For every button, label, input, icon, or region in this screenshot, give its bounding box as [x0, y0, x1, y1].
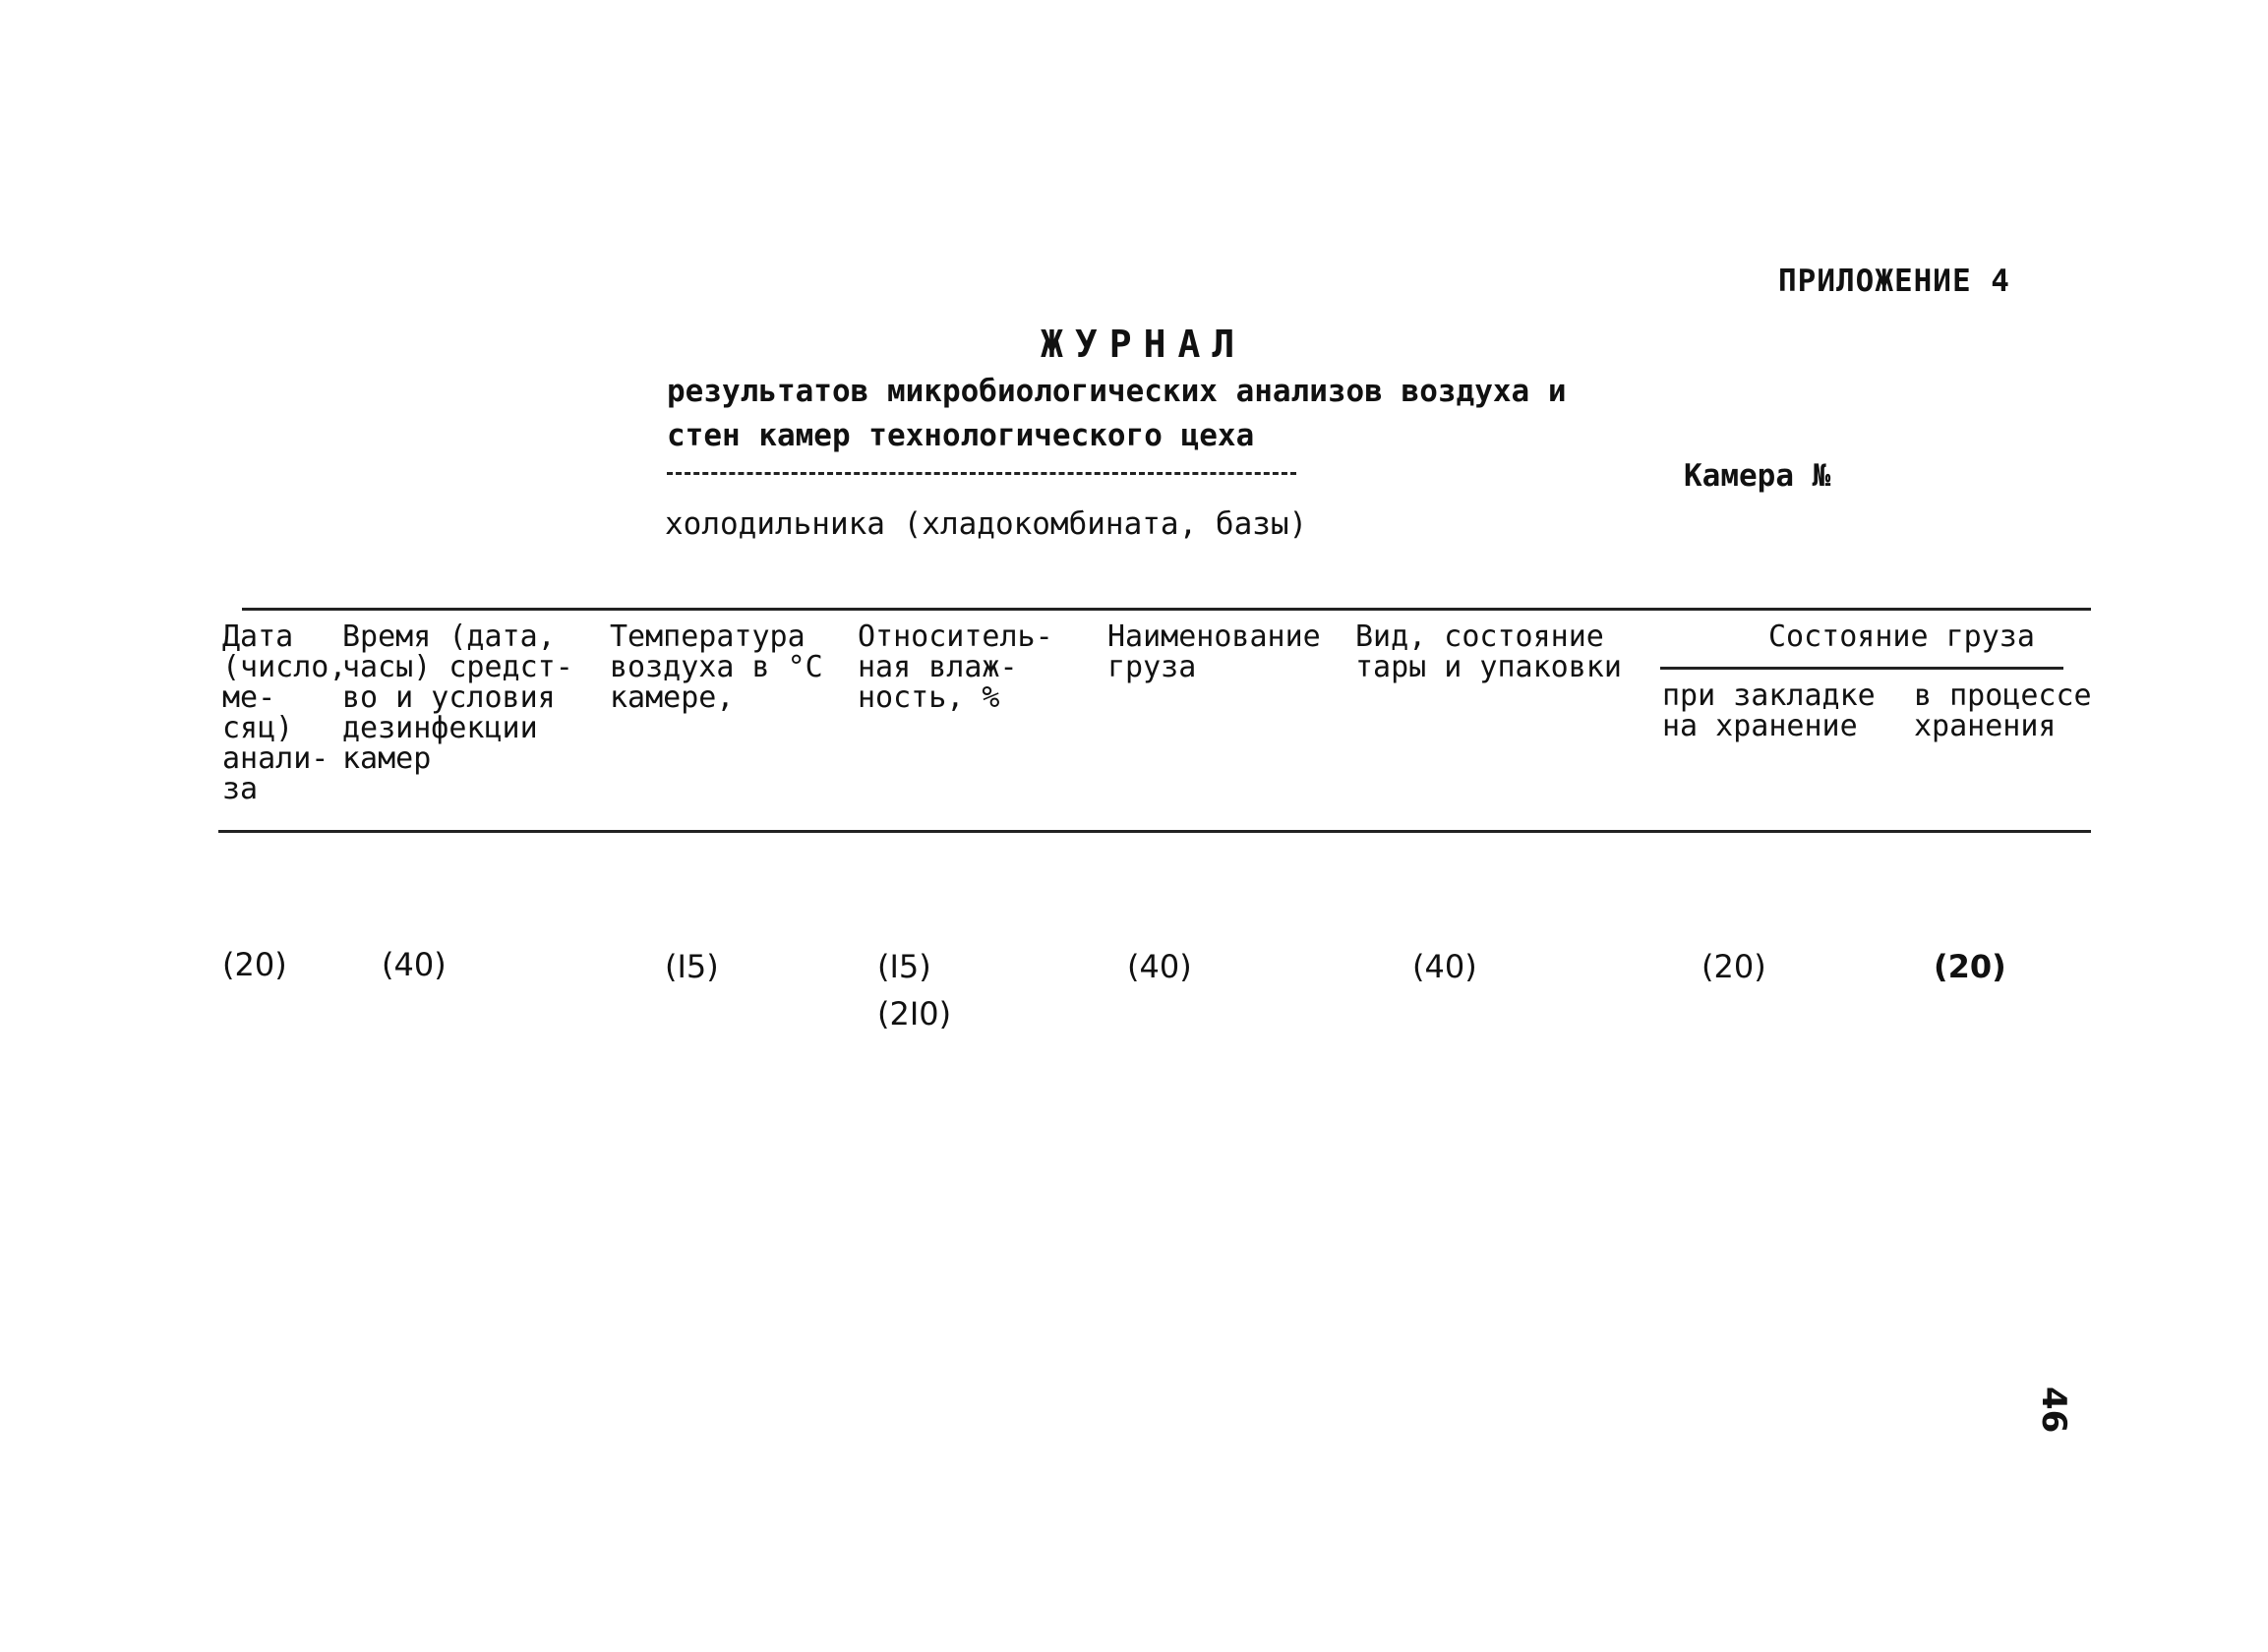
field-size-relative-humidity-extra: (2I0): [877, 995, 952, 1032]
column-header-during-storage: в процессе хранения: [1914, 678, 2092, 743]
column-header-packaging-state: Вид, состояние тары и упаковки: [1355, 620, 1622, 684]
field-size-packaging-state: (40): [1412, 948, 1477, 985]
column-header-relative-humidity: Относитель- ная влаж- ность, %: [858, 620, 1053, 715]
column-header-at-storage-start: при закладке на хранение: [1662, 678, 1876, 743]
journal-subtitle-line2: стен камер технологического цеха: [667, 418, 1255, 453]
journal-subtitle-line1: результатов микробиологических анализов воздуха и: [667, 374, 1567, 409]
column-header-cargo-name: Наименование груза: [1107, 620, 1321, 684]
field-size-during-storage: (20): [1934, 948, 2006, 985]
column-header-date: Дата (число, ме- сяц) анали- за: [222, 620, 347, 806]
blank-fill-line: [667, 472, 1296, 475]
column-header-air-temperature: Температура воздуха в °С камере,: [610, 620, 823, 715]
group-header-cargo-state: Состояние груза: [1768, 620, 2035, 654]
page-number: 46: [2034, 1386, 2073, 1434]
table-top-rule: [242, 608, 2091, 611]
fridge-line: холодильника (хладокомбината, базы): [665, 506, 1308, 542]
group-header-rule: [1660, 667, 2063, 670]
column-header-disinfection-time: Время (дата, часы) средст- во и условия дезинфекции камер: [342, 620, 573, 776]
field-size-relative-humidity: (I5): [877, 948, 931, 985]
journal-title: ЖУРНАЛ: [1041, 323, 1247, 366]
field-size-disinfection-time: (40): [382, 946, 447, 983]
appendix-label: ПРИЛОЖЕНИЕ 4: [1778, 264, 2010, 299]
camera-number-label: Камера №: [1684, 458, 1831, 494]
field-size-cargo-name: (40): [1127, 948, 1192, 985]
field-size-air-temperature: (I5): [665, 948, 719, 985]
field-size-at-storage-start: (20): [1701, 948, 1766, 985]
field-size-date: (20): [222, 946, 287, 983]
table-bottom-rule: [218, 830, 2091, 833]
